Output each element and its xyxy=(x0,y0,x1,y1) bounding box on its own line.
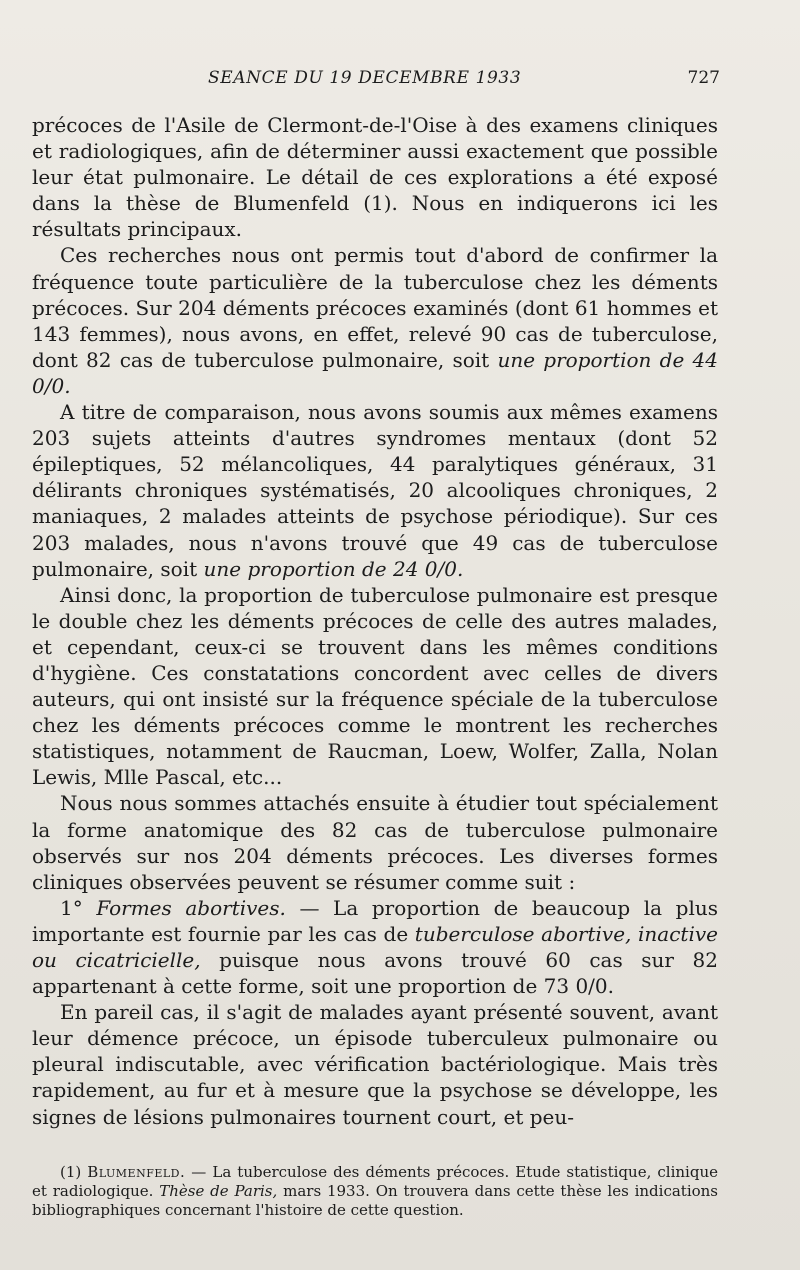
footnote-marker: (1) xyxy=(60,1163,82,1181)
list-number: 1° xyxy=(60,895,83,920)
paragraph-6: 1° Formes abortives. — La proportion de beaucoup la plus importante est fournie par les cas de tuberculose abortive, inactive ou cicatricielle, puisque nous avons trouvé 60 cas sur 82 appartenant à cette forme, soit une proportion de 73 0/0. xyxy=(32,895,719,999)
footnote-author: Blumenfeld. xyxy=(87,1163,186,1181)
footnote-1: (1) Blumenfeld. — La tuberculose des déments précoces. Etude statistique, clinique et radiologique. Thèse de Paris, mars 1933. On trouvera dans cette thèse les indications bibliographiques concernant l'histoire de cette question. xyxy=(32,1163,718,1219)
paragraph-1: précoces de l'Asile de Clermont-de-l'Oise à des examens cliniques et radiologiques, afin de déterminer aussi exactement que possible leur état pulmonaire. Le détail de ces explorations a été exposé dans la thèse de Blumenfeld (1). Nous en indiquerons ici les résultats principaux. xyxy=(32,113,718,242)
paragraph-2: Ces recherches nous ont permis tout d'abord de confirmer la fréquence toute particulière de la tuberculose chez les déments précoces. Sur 204 déments précoces examinés (dont 61 hommes et 143 femmes), nous avons, en effet, relevé 90 cas de tuberculose, dont 82 cas de tuberculose pulmonaire, soit une proportion de 44 0/0. xyxy=(32,243,719,398)
emphasis-tuberculose-abortive: tuberculose abortive, inactive ou cicatricielle, xyxy=(32,921,718,972)
footnote-thesis: Thèse de Paris, xyxy=(159,1182,278,1200)
section-heading-formes-abortives: Formes abortives. xyxy=(96,895,286,920)
footnote xyxy=(32,1163,718,1220)
emphasis-proportion-44: une proportion de 44 0/0. xyxy=(32,347,719,398)
emphasis-proportion-24: une proportion de 24 0/0. xyxy=(203,556,464,581)
running-head: SEANCE DU 19 DECEMBRE 1933 xyxy=(208,68,522,88)
paragraph-5: Nous nous sommes attachés ensuite à étudier tout spécialement la forme anatomique des 82 cas de tuberculose pulmonaire observés sur nos 204 déments précoces. Les diverses formes cliniques observées peuvent se résumer comme suit : xyxy=(32,791,718,894)
paragraph-4: Ainsi donc, la proportion de tuberculose pulmonaire est presque le double chez les déments précoces de celle des autres malades, et cependant, ceux-ci se trouvent dans les mêmes conditions d'hygiène. Ces constatations concordent avec celles de divers auteurs, qui ont insisté sur la fréquence spéciale de la tuberculose chez les déments précoces comme le montrent les recherches statistiques, notamment de Raucman, Loew, Wolfer, Zalla, Nolan Lewis, Mlle Pascal, etc... xyxy=(32,582,718,790)
paragraph-7: En pareil cas, il s'agit de malades ayant présenté souvent, avant leur démence précoce, un épisode tuberculeux pulmonaire ou pleural indiscutable, avec vérification bactériologique. Mais très rapidement, au fur et à mesure que la psychose se développe, les signes de lésions pulmonaires tournent court, et peu- xyxy=(32,1000,718,1129)
paragraph-3: A titre de comparaison, nous avons soumis aux mêmes examens 203 sujets atteints d'autres syndromes mentaux (dont 52 épileptiques, 52 mélancoliques, 44 paralytiques généraux, 31 délirants chroniques systématisés, 20 alcooliques chroniques, 2 maniaques, 2 malades atteints de psychose périodique). Sur ces 203 malades, nous n'avons trouvé que 49 cas de tuberculose pulmonaire, soit une proportion de 24 0/0. xyxy=(32,400,718,581)
page-header xyxy=(30,68,720,98)
page-number: 727 xyxy=(687,68,720,88)
body-text xyxy=(32,112,718,1130)
